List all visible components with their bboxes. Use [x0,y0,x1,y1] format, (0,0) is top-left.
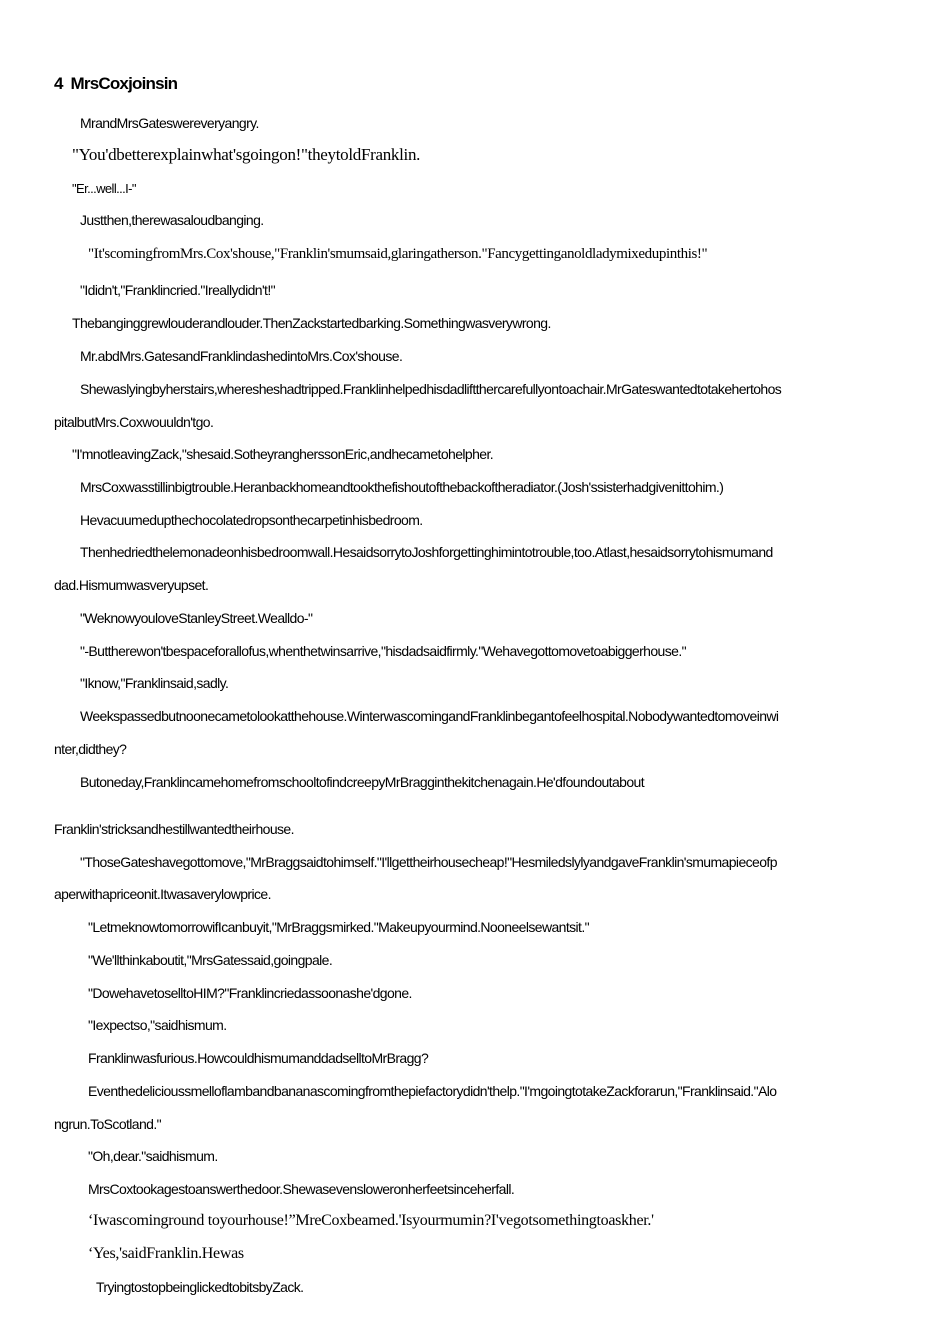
paragraph-line: "WeknowyouloveStanleyStreet.Wealldo-" [80,610,313,626]
paragraph-line: pitalbutMrs.Coxwouuldn'tgo. [54,414,214,430]
paragraph-line: ‘Iwascominground toyourhouse!”MreCoxbeamed.'Isyourmumin?I'vegotsomethingtoaskher.' [88,1212,654,1229]
paragraph-line: "I'mnotleavingZack,"shesaid.SotheyrangherssonEric,andhecametohelpher. [72,446,494,462]
paragraph-line: ngrun.ToScotland." [54,1116,162,1132]
paragraph-line: aperwithapriceonit.Itwasaverylowprice. [54,886,271,902]
chapter-number: 4 [54,74,63,93]
paragraph-line: "Iexpectso,"saidhismum. [88,1017,227,1033]
paragraph-line: "LetmeknowtomorrowifIcanbuyit,"MrBraggsmirked."Makeupyourmind.Nooneelsewantsit." [88,919,589,935]
paragraph-line: "We'llthinkaboutit,"MrsGatessaid,goingpale. [88,952,333,968]
paragraph-line: Justthen,therewasaloudbanging. [80,212,264,228]
paragraph-line: Butoneday,FranklincamehomefromschooltofindcreepyMrBragginthekitchenagain.He'dfoundoutabout [80,774,645,790]
paragraph-line: "Oh,dear."saidhismum. [88,1148,218,1164]
paragraph-line: MrandMrsGateswereveryangry. [80,115,259,131]
paragraph-line: "ThoseGateshavegottomove,"MrBraggsaidtohimself."I'llgettheirhousecheap!"HesmiledslylyandgaveFranklin'smumapieceofp [80,854,777,870]
paragraph-line: TryingtostopbeinglickedtobitsbyZack. [96,1279,304,1295]
paragraph-line: "Iknow,"Franklinsaid,sadly. [80,675,229,691]
paragraph-line: Eventhedelicioussmelloflambandbananascomingfromthepiefactorydidn'thelp."I'mgoingtotakeZackforarun,"Franklinsaid."Alo [88,1083,777,1099]
paragraph-line: "Er...well...I-" [72,181,136,196]
paragraph-line: Shewaslyingbyherstairs,wheresheshadtripped.Franklinhelpedhisdadliftthercarefullyontoachair.MrGateswantedtotakehertohos [80,381,782,397]
paragraph-line: dad.Hismumwasveryupset. [54,577,209,593]
paragraph-line: Hevacuumedupthechocolatedropsonthecarpetinhisbedroom. [80,512,423,528]
chapter-title: MrsCoxjoinsin [70,74,178,93]
paragraph-line: Thebanginggrewlouderandlouder.ThenZackstartedbarking.Somethingwasverywrong. [72,315,551,331]
paragraph-line: MrsCoxwasstillinbigtrouble.Heranbackhomeandtookthefishoutofthebackoftheradiator.(Josh'ssisterhadgivenittohim.) [80,479,724,495]
paragraph-line: "-Buttherewon'tbespaceforallofus,whenthetwinsarrive,"hisdadsaidfirmly."Wehavegottomovetoabiggerhouse." [80,643,686,659]
chapter-heading [54,74,177,94]
paragraph-line: Weekspassedbutnoonecametolookatthehouse.WinterwascomingandFranklinbegantofeelhospital.Nobodywantedtomoveinwi [80,708,779,724]
paragraph-line: MrsCoxtookagestoanswerthedoor.Shewasevensloweronherfeetsinceherfall. [88,1181,515,1197]
paragraph-line: Mr.abdMrs.GatesandFranklindashedintoMrs.Cox'shouse. [80,348,403,364]
paragraph-line: Franklinwasfurious.HowcouldhismumanddadselltoMrBragg? [88,1050,429,1066]
paragraph-line: "You'dbetterexplainwhat'sgoingon!"theytoldFranklin. [72,145,421,164]
paragraph-line: nter,didthey? [54,741,127,757]
paragraph-line: Thenhedriedthelemonadeonhisbedroomwall.HesaidsorrytoJoshforgettinghimintotrouble,too.Atlast,hesaidsorrytohismumand [80,544,773,560]
paragraph-line: Franklin'stricksandhestillwantedtheirhouse. [54,821,294,837]
paragraph-line: "It'scomingfromMrs.Cox'shouse,"Franklin'smumsaid,glaringatherson."Fancygettinganoldladymixedupinthis!" [88,246,708,262]
paragraph-line: ‘Yes,'saidFranklin.Hewas [88,1245,244,1262]
paragraph-line: "DowehavetoselltoHIM?"Franklincriedassoonashe'dgone. [88,985,412,1001]
paragraph-line: "Ididn't,"Franklincried."Ireallydidn't!" [80,282,275,298]
